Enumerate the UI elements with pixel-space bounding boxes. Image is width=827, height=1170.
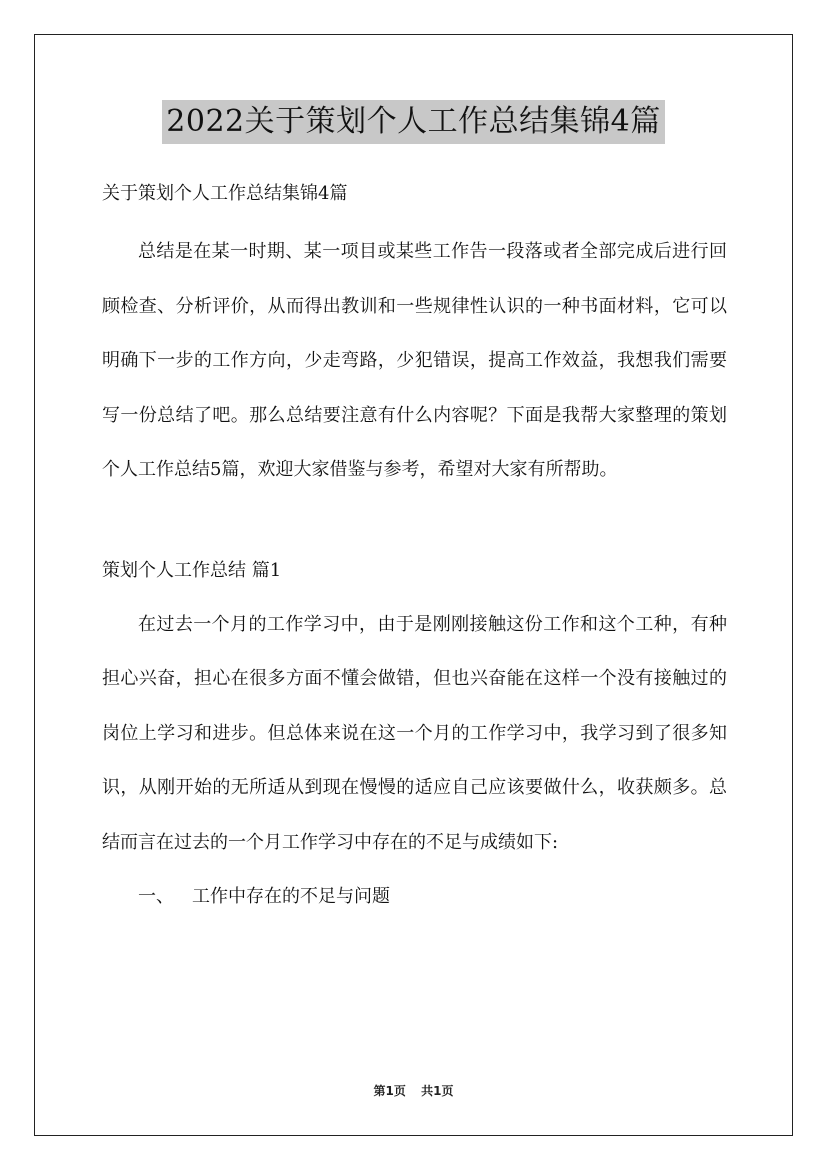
section1-paragraph: 在过去一个月的工作学习中，由于是刚刚接触这份工作和这个工种，有种担心兴奋，担心在很多方面不懂会做错，但也兴奋能在这样一个没有接触过的岗位上学习和进步。但总体来说在这一个月的工作学习中，我学习到了很多知识，从刚开始的无所适从到现在慢慢的适应自己应该要做什么，收获颇多。总结而言在过去的一个月工作学习中存在的不足与成绩如下: bbox=[102, 613, 727, 853]
page-footer bbox=[0, 1082, 827, 1099]
page-total: 共1页 bbox=[421, 1084, 454, 1098]
list-item-number: 一、 bbox=[138, 886, 174, 907]
list-item-text: 工作中存在的不足与问题 bbox=[192, 886, 390, 907]
document-subtitle: 关于策划个人工作总结集锦4篇 bbox=[102, 183, 348, 204]
document-body bbox=[102, 175, 727, 925]
title-wrapper bbox=[0, 100, 827, 144]
document-title: 2022关于策划个人工作总结集锦4篇 bbox=[162, 100, 664, 144]
footer-spacer bbox=[410, 1084, 418, 1098]
intro-paragraph: 总结是在某一时期、某一项目或某些工作告一段落或者全部完成后进行回顾检查、分析评价，从而得出教训和一些规律性认识的一种书面材料，它可以明确下一步的工作方向，少走弯路，少犯错误，提高工作效益，我想我们需要写一份总结了吧。那么总结要注意有什么内容呢？下面是我帮大家整理的策划个人工作总结5篇，欢迎大家借鉴与参考，希望对大家有所帮助。 bbox=[102, 241, 727, 480]
section-gap bbox=[102, 498, 727, 552]
page-current: 第1页 bbox=[373, 1084, 406, 1098]
list-item-1 bbox=[102, 870, 727, 925]
section1-title: 策划个人工作总结 篇1 bbox=[102, 559, 282, 581]
